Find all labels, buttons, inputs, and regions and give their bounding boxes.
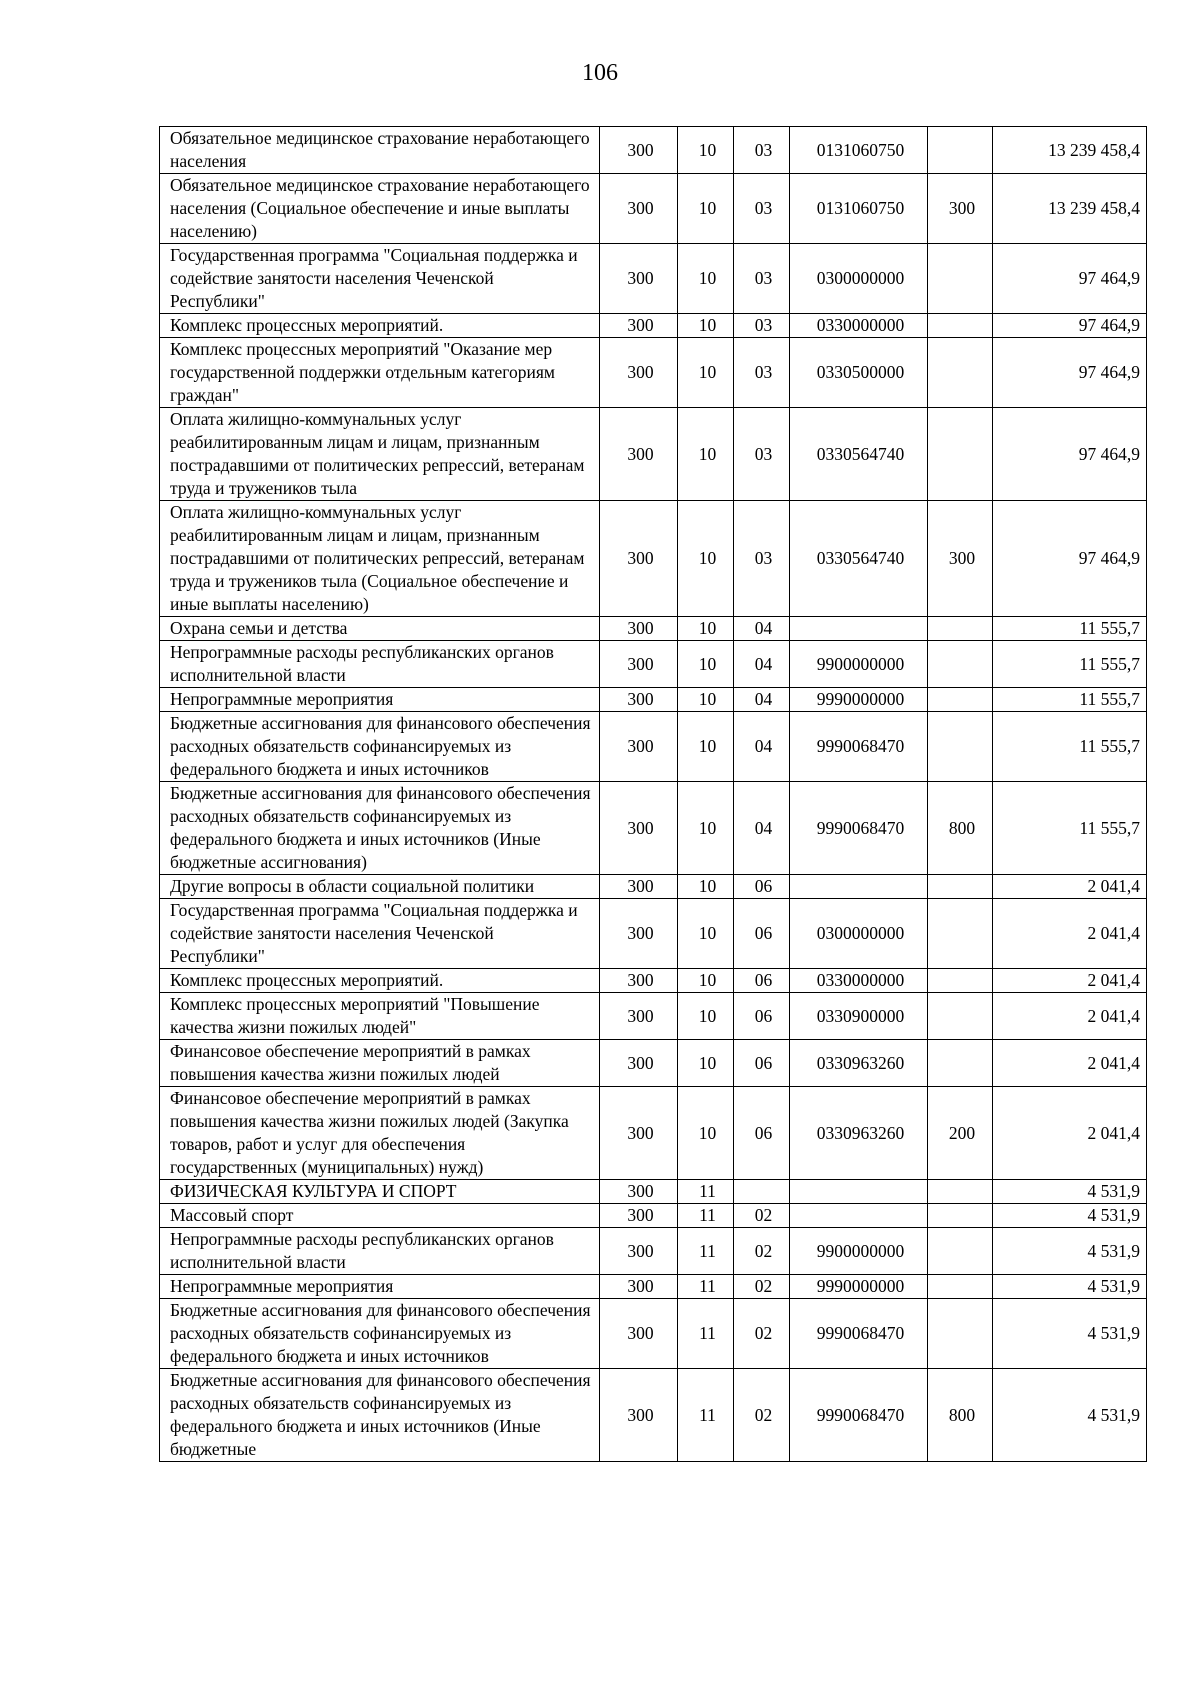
row-amount: 11 555,7 [993,617,1147,641]
row-target-article-code: 9990068470 [790,782,928,875]
row-expense-type-code [928,1040,993,1087]
row-admin-code: 300 [600,1369,678,1462]
row-section-code: 11 [678,1275,734,1299]
row-target-article-code: 0330900000 [790,993,928,1040]
table-row [160,1228,1147,1275]
row-section-code: 11 [678,1204,734,1228]
row-amount: 11 555,7 [993,688,1147,712]
row-name: Финансовое обеспечение мероприятий в рамках повышения качества жизни пожилых людей (Закупка товаров, работ и услуг для обеспечения государственных (муниципальных) нужд) [160,1087,600,1180]
row-expense-type-code [928,688,993,712]
row-subsection-code: 06 [734,993,790,1040]
row-admin-code: 300 [600,244,678,314]
row-admin-code: 300 [600,408,678,501]
row-name: Комплекс процессных мероприятий. [160,969,600,993]
table-row [160,501,1147,617]
row-admin-code: 300 [600,782,678,875]
row-name: Оплата жилищно-коммунальных услуг реабилитированным лицам и лицам, признанным пострадавшими от политических репрессий, ветеранам труда и тружеников тыла [160,408,600,501]
row-section-code: 10 [678,244,734,314]
row-expense-type-code: 800 [928,782,993,875]
row-section-code: 10 [678,501,734,617]
row-expense-type-code: 300 [928,174,993,244]
row-admin-code: 300 [600,875,678,899]
row-target-article-code: 9900000000 [790,1228,928,1275]
row-expense-type-code [928,1275,993,1299]
table-row [160,127,1147,174]
row-amount: 4 531,9 [993,1180,1147,1204]
row-name: Финансовое обеспечение мероприятий в рамках повышения качества жизни пожилых людей [160,1040,600,1087]
table-row [160,314,1147,338]
row-amount: 4 531,9 [993,1299,1147,1369]
row-target-article-code: 0300000000 [790,244,928,314]
row-subsection-code: 02 [734,1204,790,1228]
row-subsection-code: 04 [734,617,790,641]
row-expense-type-code [928,1204,993,1228]
row-expense-type-code [928,712,993,782]
row-admin-code: 300 [600,899,678,969]
row-amount: 13 239 458,4 [993,127,1147,174]
row-subsection-code: 03 [734,244,790,314]
row-admin-code: 300 [600,993,678,1040]
row-admin-code: 300 [600,127,678,174]
row-section-code: 10 [678,314,734,338]
row-subsection-code: 03 [734,501,790,617]
row-subsection-code: 06 [734,1040,790,1087]
table-row [160,688,1147,712]
row-section-code: 10 [678,688,734,712]
table-row [160,641,1147,688]
row-section-code: 10 [678,174,734,244]
row-name: Непрограммные мероприятия [160,688,600,712]
row-name: Непрограммные расходы республиканских органов исполнительной власти [160,1228,600,1275]
row-section-code: 10 [678,1040,734,1087]
row-section-code: 11 [678,1299,734,1369]
row-name: Обязательное медицинское страхование неработающего населения [160,127,600,174]
row-amount: 97 464,9 [993,338,1147,408]
row-name: Бюджетные ассигнования для финансового обеспечения расходных обязательств софинансируемых из федерального бюджета и иных источников [160,712,600,782]
table-row [160,1275,1147,1299]
row-section-code: 11 [678,1180,734,1204]
row-expense-type-code: 300 [928,501,993,617]
row-subsection-code: 03 [734,127,790,174]
row-target-article-code: 9990068470 [790,1369,928,1462]
row-amount: 97 464,9 [993,314,1147,338]
row-section-code: 10 [678,127,734,174]
row-name: Непрограммные мероприятия [160,1275,600,1299]
row-expense-type-code [928,338,993,408]
row-subsection-code: 02 [734,1369,790,1462]
row-name: Комплекс процессных мероприятий "Повышение качества жизни пожилых людей" [160,993,600,1040]
row-amount: 97 464,9 [993,408,1147,501]
row-target-article-code [790,617,928,641]
table-row [160,617,1147,641]
row-section-code: 10 [678,338,734,408]
row-name: Массовый спорт [160,1204,600,1228]
row-amount: 11 555,7 [993,712,1147,782]
row-subsection-code: 03 [734,314,790,338]
row-amount: 11 555,7 [993,641,1147,688]
row-admin-code: 300 [600,1275,678,1299]
row-admin-code: 300 [600,712,678,782]
row-amount: 2 041,4 [993,993,1147,1040]
row-section-code: 10 [678,408,734,501]
row-section-code: 10 [678,1087,734,1180]
row-subsection-code: 04 [734,641,790,688]
row-subsection-code: 03 [734,338,790,408]
row-expense-type-code [928,617,993,641]
row-amount: 2 041,4 [993,1040,1147,1087]
row-section-code: 10 [678,875,734,899]
row-section-code: 11 [678,1369,734,1462]
row-expense-type-code [928,1180,993,1204]
row-name: Обязательное медицинское страхование неработающего населения (Социальное обеспечение и иные выплаты населению) [160,174,600,244]
row-amount: 97 464,9 [993,244,1147,314]
row-name: Охрана семьи и детства [160,617,600,641]
table-row [160,338,1147,408]
row-subsection-code: 02 [734,1228,790,1275]
row-target-article-code: 0131060750 [790,174,928,244]
row-expense-type-code [928,1228,993,1275]
row-section-code: 11 [678,1228,734,1275]
row-section-code: 10 [678,641,734,688]
table-row [160,1299,1147,1369]
row-name: Государственная программа "Социальная поддержка и содействие занятости населения Чеченской Республики" [160,244,600,314]
row-expense-type-code [928,314,993,338]
row-subsection-code: 06 [734,969,790,993]
table-row [160,899,1147,969]
row-amount: 2 041,4 [993,969,1147,993]
row-amount: 11 555,7 [993,782,1147,875]
row-section-code: 10 [678,969,734,993]
row-amount: 4 531,9 [993,1275,1147,1299]
row-admin-code: 300 [600,688,678,712]
row-expense-type-code [928,899,993,969]
row-name: Другие вопросы в области социальной политики [160,875,600,899]
row-subsection-code [734,1180,790,1204]
row-target-article-code [790,1204,928,1228]
row-expense-type-code [928,641,993,688]
row-name: Государственная программа "Социальная поддержка и содействие занятости населения Чеченской Республики" [160,899,600,969]
row-target-article-code: 9990068470 [790,1299,928,1369]
row-target-article-code: 0330564740 [790,501,928,617]
row-target-article-code: 0330963260 [790,1087,928,1180]
row-target-article-code: 0300000000 [790,899,928,969]
row-subsection-code: 06 [734,875,790,899]
row-target-article-code: 0330000000 [790,969,928,993]
row-name: Оплата жилищно-коммунальных услуг реабилитированным лицам и лицам, признанным пострадавшими от политических репрессий, ветеранам труда и тружеников тыла (Социальное обеспечение и иные выплаты населению) [160,501,600,617]
table-row [160,875,1147,899]
budget-table [159,126,1147,1462]
table-row [160,993,1147,1040]
row-subsection-code: 04 [734,782,790,875]
row-target-article-code: 0330000000 [790,314,928,338]
row-admin-code: 300 [600,501,678,617]
row-amount: 4 531,9 [993,1228,1147,1275]
row-expense-type-code [928,244,993,314]
row-section-code: 10 [678,712,734,782]
table-row [160,1180,1147,1204]
row-subsection-code: 02 [734,1299,790,1369]
page-number: 106 [582,60,618,86]
table-row [160,782,1147,875]
row-admin-code: 300 [600,174,678,244]
row-name: Бюджетные ассигнования для финансового обеспечения расходных обязательств софинансируемых из федерального бюджета и иных источников [160,1299,600,1369]
row-name: Комплекс процессных мероприятий "Оказание мер государственной поддержки отдельным категориям граждан" [160,338,600,408]
table-row [160,969,1147,993]
row-admin-code: 300 [600,1040,678,1087]
table-row [160,1040,1147,1087]
table-row [160,1087,1147,1180]
row-admin-code: 300 [600,617,678,641]
row-subsection-code: 03 [734,174,790,244]
row-expense-type-code [928,1299,993,1369]
row-target-article-code: 0131060750 [790,127,928,174]
row-admin-code: 300 [600,1180,678,1204]
table-row [160,244,1147,314]
row-target-article-code [790,1180,928,1204]
row-amount: 2 041,4 [993,1087,1147,1180]
row-expense-type-code [928,127,993,174]
row-subsection-code: 06 [734,1087,790,1180]
row-admin-code: 300 [600,969,678,993]
row-target-article-code: 9990068470 [790,712,928,782]
row-admin-code: 300 [600,338,678,408]
row-target-article-code [790,875,928,899]
row-subsection-code: 04 [734,688,790,712]
table-row [160,1369,1147,1462]
row-admin-code: 300 [600,1204,678,1228]
row-expense-type-code: 800 [928,1369,993,1462]
budget-table-body [160,127,1147,1462]
row-amount: 4 531,9 [993,1369,1147,1462]
row-amount: 97 464,9 [993,501,1147,617]
table-row [160,1204,1147,1228]
row-expense-type-code [928,993,993,1040]
row-name: ФИЗИЧЕСКАЯ КУЛЬТУРА И СПОРТ [160,1180,600,1204]
row-amount: 4 531,9 [993,1204,1147,1228]
row-amount: 13 239 458,4 [993,174,1147,244]
row-section-code: 10 [678,782,734,875]
row-admin-code: 300 [600,641,678,688]
row-subsection-code: 06 [734,899,790,969]
row-subsection-code: 02 [734,1275,790,1299]
row-expense-type-code [928,969,993,993]
row-admin-code: 300 [600,1299,678,1369]
row-admin-code: 300 [600,314,678,338]
row-expense-type-code: 200 [928,1087,993,1180]
row-section-code: 10 [678,617,734,641]
row-target-article-code: 0330500000 [790,338,928,408]
row-expense-type-code [928,408,993,501]
row-section-code: 10 [678,899,734,969]
row-name: Бюджетные ассигнования для финансового обеспечения расходных обязательств софинансируемых из федерального бюджета и иных источников (Иные бюджетные [160,1369,600,1462]
row-section-code: 10 [678,993,734,1040]
row-target-article-code: 9990000000 [790,688,928,712]
row-name: Комплекс процессных мероприятий. [160,314,600,338]
row-target-article-code: 9900000000 [790,641,928,688]
row-amount: 2 041,4 [993,899,1147,969]
row-target-article-code: 0330564740 [790,408,928,501]
row-target-article-code: 0330963260 [790,1040,928,1087]
row-name: Бюджетные ассигнования для финансового обеспечения расходных обязательств софинансируемых из федерального бюджета и иных источников (Иные бюджетные ассигнования) [160,782,600,875]
row-subsection-code: 03 [734,408,790,501]
row-name: Непрограммные расходы республиканских органов исполнительной власти [160,641,600,688]
row-target-article-code: 9990000000 [790,1275,928,1299]
row-admin-code: 300 [600,1087,678,1180]
table-row [160,174,1147,244]
row-subsection-code: 04 [734,712,790,782]
row-admin-code: 300 [600,1228,678,1275]
table-row [160,408,1147,501]
row-expense-type-code [928,875,993,899]
table-row [160,712,1147,782]
row-amount: 2 041,4 [993,875,1147,899]
